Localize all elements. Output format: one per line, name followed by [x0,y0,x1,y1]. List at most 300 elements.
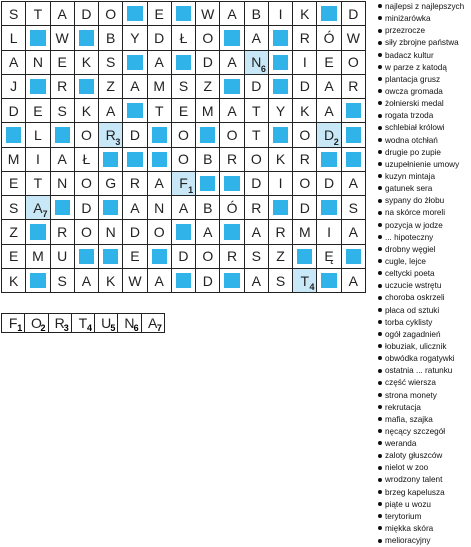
block-cell[interactable] [99,148,123,172]
clue-text: drobny węgiel [385,244,436,254]
bullet-icon [378,393,382,397]
letter-cell[interactable] [123,26,147,50]
block-cell[interactable] [172,51,196,75]
letter-cell[interactable] [220,196,244,220]
clue-text: uczucie wstrętu [385,281,442,291]
bullet-icon [378,16,382,20]
block-cell[interactable] [51,123,75,147]
letter-cell[interactable] [148,196,172,220]
letter-cell[interactable] [172,245,196,269]
letter-cell[interactable] [220,51,244,75]
letter-cell[interactable] [269,245,293,269]
letter-cell[interactable] [2,172,26,196]
letter-cell[interactable] [196,2,220,26]
letter-cell[interactable] [245,245,269,269]
letter-cell[interactable] [26,2,50,26]
clue-text: strona monety [385,390,437,400]
clue-text: cugle, lejce [385,256,426,266]
letter-cell[interactable] [2,2,26,26]
block-cell[interactable] [220,172,244,196]
cell-letter: Ł [179,29,188,46]
letter-cell[interactable] [75,123,99,147]
block-cell[interactable] [75,75,99,99]
bullet-icon [378,65,382,69]
cell-letter: O [153,224,165,241]
block-cell[interactable] [220,220,244,244]
cell-letter: A [154,272,164,289]
answer-cell[interactable] [1,313,25,333]
clue-text: brzeg kapelusza [385,487,445,497]
letter-cell[interactable] [51,99,75,123]
cell-letter: R [275,224,286,241]
letter-cell[interactable] [148,2,172,26]
clue-item [377,305,471,317]
cell-letter: D [299,78,310,95]
clue-text: siły zbrojne państwa [385,38,459,48]
clue-item [377,426,471,438]
letter-cell[interactable] [220,245,244,269]
block-cell[interactable] [196,123,220,147]
bullet-icon [378,490,382,494]
letter-cell[interactable] [26,196,50,220]
letter-cell[interactable] [245,51,269,75]
clue-item [377,220,471,232]
letter-cell[interactable] [245,269,269,293]
letter-cell[interactable] [172,26,196,50]
letter-cell[interactable] [220,2,244,26]
letter-cell[interactable] [26,123,50,147]
block-cell[interactable] [2,123,26,147]
letter-cell[interactable] [2,75,26,99]
block-cell[interactable] [317,2,341,26]
letter-cell[interactable] [148,172,172,196]
letter-cell[interactable] [75,2,99,26]
letter-cell[interactable] [99,26,123,50]
crossword-grid [1,1,366,293]
block-cell[interactable] [75,26,99,50]
letter-cell[interactable] [99,269,123,293]
clue-text: część wiersza [385,378,436,388]
cell-letter: S [57,272,67,289]
letter-cell[interactable] [26,99,50,123]
letter-cell[interactable] [342,172,366,196]
letter-cell[interactable] [293,148,317,172]
letter-cell[interactable] [51,75,75,99]
cell-letter: A [251,29,261,46]
block-cell[interactable] [342,148,366,172]
letter-cell[interactable] [269,99,293,123]
block-cell[interactable] [172,269,196,293]
block-cell[interactable] [123,99,147,123]
clue-item [377,280,471,292]
clue-text: badacz kultur [385,50,434,60]
letter-cell[interactable] [196,26,220,50]
letter-cell[interactable] [75,99,99,123]
letter-cell[interactable] [172,75,196,99]
cell-letter: D [154,29,165,46]
block-cell[interactable] [26,269,50,293]
clue-item [377,353,471,365]
letter-cell[interactable] [2,148,26,172]
bullet-icon [378,259,382,263]
letter-cell[interactable] [99,51,123,75]
letter-cell[interactable] [196,99,220,123]
letter-cell[interactable] [293,75,317,99]
block-cell[interactable] [75,245,99,269]
cell-letter: S [106,54,116,71]
clue-item [377,147,471,159]
bullet-icon [378,539,382,543]
cell-letter: Z [106,78,115,95]
letter-cell[interactable] [148,99,172,123]
block-cell[interactable] [123,148,147,172]
cell-letter: M [32,248,44,265]
block-cell[interactable] [26,26,50,50]
cell-letter: E [178,102,189,119]
letter-cell[interactable] [99,2,123,26]
cell-letter: R [348,78,359,95]
letter-cell[interactable] [75,148,99,172]
cell-letter: K [300,5,310,22]
letter-cell[interactable] [2,245,26,269]
block-cell[interactable] [269,123,293,147]
letter-cell[interactable] [293,99,317,123]
letter-cell[interactable] [26,172,50,196]
cell-letter: Ę [324,248,334,265]
block-cell[interactable] [220,269,244,293]
clue-item [377,511,471,523]
letter-cell[interactable] [123,172,147,196]
clue-item [377,535,471,547]
letter-cell[interactable] [2,51,26,75]
cell-letter: M [7,151,20,168]
clue-text: w parze z katodą [385,62,447,72]
clue-item [377,1,471,13]
cell-letter: I [278,5,283,22]
answer-number: 5 [110,323,116,333]
block-cell[interactable] [317,196,341,220]
letter-cell[interactable] [123,75,147,99]
letter-cell[interactable] [99,75,123,99]
letter-cell[interactable] [99,172,123,196]
letter-cell[interactable] [293,269,317,293]
cell-letter: A [33,199,43,216]
block-cell[interactable] [99,196,123,220]
letter-cell[interactable] [51,172,75,196]
answer-cell[interactable] [24,313,48,333]
letter-cell[interactable] [220,99,244,123]
bullet-icon [378,466,382,470]
letter-cell[interactable] [2,269,26,293]
clue-text: schlebiał królowi [385,123,445,133]
letter-cell[interactable] [342,2,366,26]
block-cell[interactable] [148,123,172,147]
letter-cell[interactable] [148,75,172,99]
cell-subscript-number: 7 [42,209,48,220]
block-cell[interactable] [317,148,341,172]
cell-letter: W [55,29,69,46]
letter-cell[interactable] [342,51,366,75]
block-cell[interactable] [220,75,244,99]
letter-cell[interactable] [123,196,147,220]
cell-letter: K [275,151,286,168]
letter-cell[interactable] [317,99,341,123]
cell-letter: A [81,272,92,289]
letter-cell[interactable] [2,26,26,50]
answer-cell[interactable] [117,313,141,333]
letter-cell[interactable] [2,220,26,244]
block-cell[interactable] [123,2,147,26]
bullet-icon [378,223,382,227]
block-cell[interactable] [99,245,123,269]
letter-cell[interactable] [245,220,269,244]
block-cell[interactable] [269,196,293,220]
letter-cell[interactable] [26,51,50,75]
bullet-icon [378,429,382,433]
letter-cell[interactable] [220,148,244,172]
letter-cell[interactable] [2,99,26,123]
cell-letter: D [129,126,141,143]
letter-cell[interactable] [245,196,269,220]
clue-item [377,86,471,98]
letter-cell[interactable] [172,172,196,196]
letter-cell[interactable] [172,99,196,123]
block-cell[interactable] [269,51,293,75]
letter-cell[interactable] [317,26,341,50]
letter-cell[interactable] [293,26,317,50]
letter-cell[interactable] [51,220,75,244]
letter-cell[interactable] [148,269,172,293]
clue-item [377,135,471,147]
letter-cell[interactable] [342,196,366,220]
block-cell[interactable] [269,26,293,50]
bullet-icon [378,284,382,288]
cell-letter: N [251,54,262,71]
letter-cell[interactable] [269,2,293,26]
letter-cell[interactable] [245,75,269,99]
letter-cell[interactable] [196,269,220,293]
cell-letter: M [153,78,166,95]
cell-letter: B [203,151,213,168]
letter-cell[interactable] [26,148,50,172]
letter-cell[interactable] [317,51,341,75]
letter-cell[interactable] [51,269,75,293]
clue-text: żołnierski medal [385,99,444,109]
cell-letter: I [302,54,307,71]
letter-cell[interactable] [2,196,26,220]
answer-number: 1 [17,323,23,333]
letter-cell[interactable] [269,269,293,293]
block-cell[interactable] [26,220,50,244]
letter-cell[interactable] [123,220,147,244]
clue-text: łobuziak, ulicznik [385,341,447,351]
clue-item [377,329,471,341]
block-cell[interactable] [269,75,293,99]
answer-cell[interactable] [141,313,165,333]
cell-letter: T [33,175,43,192]
letter-cell[interactable] [196,196,220,220]
cell-letter: I [278,175,283,192]
cell-letter: A [130,199,140,216]
letter-cell[interactable] [123,269,147,293]
cell-letter: N [154,199,165,216]
clue-text: najlepsi z najlepszych [385,2,465,11]
clue-text: terytorium [385,511,422,521]
clue-text: nęcący szczegół [385,426,446,436]
letter-cell[interactable] [245,99,269,123]
clue-item [377,62,471,74]
answer-letter: A [148,315,158,331]
letter-cell[interactable] [51,245,75,269]
block-cell[interactable] [317,269,341,293]
letter-cell[interactable] [269,148,293,172]
letter-cell[interactable] [148,26,172,50]
block-cell[interactable] [293,245,317,269]
letter-cell[interactable] [75,220,99,244]
block-cell[interactable] [172,220,196,244]
cell-letter: N [32,54,43,71]
block-cell[interactable] [148,148,172,172]
letter-cell[interactable] [293,196,317,220]
letter-cell[interactable] [317,172,341,196]
letter-cell[interactable] [245,148,269,172]
letter-cell[interactable] [317,245,341,269]
letter-cell[interactable] [293,172,317,196]
letter-cell[interactable] [51,51,75,75]
answer-number: 4 [87,323,93,333]
clue-item [377,390,471,402]
answer-cell[interactable] [94,313,118,333]
clue-item [377,13,471,25]
cell-letter: F [179,175,188,192]
clue-item [377,244,471,256]
letter-cell[interactable] [293,2,317,26]
letter-cell[interactable] [196,220,220,244]
block-cell[interactable] [220,26,244,50]
letter-cell[interactable] [172,196,196,220]
cell-letter: W [346,29,360,46]
answer-number: 7 [156,323,162,333]
cell-letter: T [252,126,261,143]
letter-cell[interactable] [293,51,317,75]
letter-cell[interactable] [196,148,220,172]
letter-cell[interactable] [123,245,147,269]
clue-text: weranda [385,439,417,449]
cell-letter: O [80,175,92,192]
bullet-icon [378,320,382,324]
clue-item [377,341,471,353]
clue-item [377,25,471,37]
letter-cell[interactable] [196,245,220,269]
letter-cell[interactable] [342,269,366,293]
letter-cell[interactable] [269,220,293,244]
cell-subscript-number: 1 [188,185,194,196]
block-cell[interactable] [123,51,147,75]
letter-cell[interactable] [172,123,196,147]
clue-item [377,377,471,389]
block-cell[interactable] [196,172,220,196]
clue-item [377,523,471,535]
bullet-icon [378,332,382,336]
letter-cell[interactable] [75,196,99,220]
clue-item [377,256,471,268]
clue-text: obwódka rogatywki [385,354,455,364]
letter-cell[interactable] [51,26,75,50]
letter-cell[interactable] [196,51,220,75]
block-cell[interactable] [342,245,366,269]
block-cell[interactable] [26,75,50,99]
clue-item [377,365,471,377]
letter-cell[interactable] [26,245,50,269]
block-cell[interactable] [172,2,196,26]
letter-cell[interactable] [75,51,99,75]
letter-cell[interactable] [75,172,99,196]
letter-cell[interactable] [148,51,172,75]
cell-letter: Ó [323,29,335,46]
letter-cell[interactable] [342,220,366,244]
cell-letter: N [57,175,68,192]
cell-letter: U [57,248,68,265]
letter-cell[interactable] [220,123,244,147]
letter-cell[interactable] [51,2,75,26]
letter-cell[interactable] [148,220,172,244]
cell-letter: A [251,224,261,241]
letter-cell[interactable] [293,123,317,147]
cell-letter: B [203,199,213,216]
clue-text: melioracyjny [385,536,431,546]
letter-cell[interactable] [317,75,341,99]
cell-letter: Ó [226,199,238,216]
letter-cell[interactable] [196,75,220,99]
letter-cell[interactable] [245,2,269,26]
letter-cell[interactable] [269,172,293,196]
letter-cell[interactable] [245,172,269,196]
letter-cell[interactable] [123,123,147,147]
letter-cell[interactable] [99,123,123,147]
letter-cell[interactable] [317,123,341,147]
block-cell[interactable] [51,196,75,220]
clue-text: ... hipoteczny [385,232,434,242]
answer-letter: U [101,315,112,331]
letter-cell[interactable] [51,148,75,172]
cell-letter: L [34,126,42,143]
cell-letter: A [154,175,164,192]
cell-letter: O [226,126,238,143]
answer-cell[interactable] [71,313,95,333]
answer-cell[interactable] [48,313,72,333]
cell-letter: S [8,199,19,216]
block-cell[interactable] [148,245,172,269]
letter-cell[interactable] [245,26,269,50]
cell-letter: A [348,272,359,289]
letter-cell[interactable] [293,220,317,244]
clue-item [377,462,471,474]
letter-cell[interactable] [75,269,99,293]
letter-cell[interactable] [342,75,366,99]
bullet-icon [378,29,382,33]
block-cell[interactable] [342,123,366,147]
cell-letter: A [130,78,140,95]
letter-cell[interactable] [245,123,269,147]
cell-letter: O [202,29,214,46]
letter-cell[interactable] [342,26,366,50]
letter-cell[interactable] [99,99,123,123]
letter-cell[interactable] [317,220,341,244]
letter-cell[interactable] [99,220,123,244]
block-cell[interactable] [342,99,366,123]
letter-cell[interactable] [172,148,196,172]
cell-subscript-number: 2 [333,136,339,147]
